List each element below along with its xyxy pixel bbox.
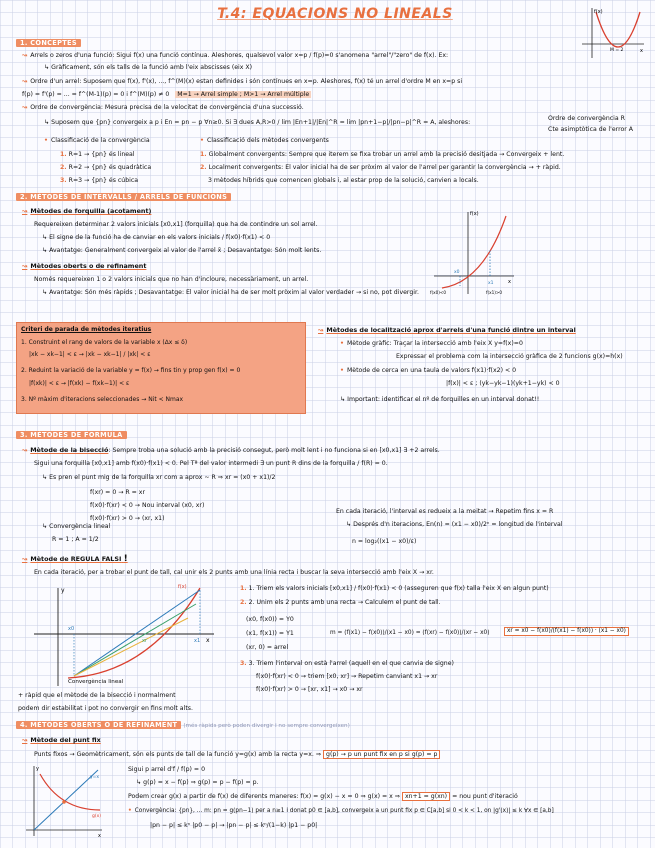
x1-label: x1 <box>194 638 201 644</box>
c2-r3: ↳ Important: identificar el nº de forquilles en un interval donat!! <box>340 396 540 403</box>
function-curve <box>442 216 506 288</box>
c2-r1: • Mètode gràfic: Traçar la intersecció amb l'eix X y=f(x)=0 <box>340 340 523 347</box>
c3-s3-text: 3. Triem l'interval on està l'arrel (aquell en el que canvia de signe) <box>248 660 454 667</box>
c2-r2b: |f(x)| < ε ; (yk−yk−1)(yk+1−yk) < 0 <box>446 380 560 387</box>
x-label: x <box>98 833 101 839</box>
c3-r2: ↳ Després d'n iteracions, En(n) = (x1 − x0)/2ⁿ = longitud de l'interval <box>346 521 563 528</box>
c1-line4 <box>22 91 311 99</box>
yx-label: y=x <box>90 775 100 780</box>
panel-line1: 1. Construint el rang de valors de la variable x (∆x ≤ δ) <box>21 339 188 346</box>
c4-l4 <box>128 793 518 801</box>
c2-r1-text: Mètode gràfic: Traçar la intersecció amb l'eix X y=f(x)=0 <box>346 340 523 347</box>
iteration-box: xn+1 = g(xn) <box>402 792 450 801</box>
c1-quadratic-text: R=2 → {pn} és quadràtica <box>68 164 152 171</box>
graph-mult-label: M = 2 <box>610 48 624 53</box>
c3-h1: ↝ Mètode de la bisecció: Sempre troba una solució amb la precisió consegut, però molt lent i no funciona si en [x0,x1] ∃ +2 arrels. <box>22 446 440 454</box>
panel-line1b: |xk − xk−1| < ε → |xk − xk−1| / |xk| < ε <box>29 351 151 358</box>
c1-line2: ↳ Gràficament, són els talls de la funció amb l'eix abscisses (eix X) <box>44 64 253 71</box>
c2-l2: ↳ El signe de la funció ha de canviar en els valors inicials / f(x0)·f(x1) < 0 <box>42 234 271 241</box>
c1-order-note: Ordre de convergència R <box>548 115 625 122</box>
secant-2 <box>74 604 196 676</box>
stop-criteria-panel <box>16 322 306 414</box>
secant-1 <box>74 590 200 676</box>
section-2-header: 2. MÈTODES DE INTERVALLS / ARRELS DE FUNCIONS <box>16 193 231 201</box>
c1-line3-text: Ordre d'un arrel: Suposem que f(x), f'(x), ..., f^(M)(x) estan definides i són contínues en x=p. Aleshores, f(x) té un arrel d'ordre M en x=p si <box>30 78 463 85</box>
c3-n2: podem dir estabilitat i pot no convergir en fins molt alts. <box>18 705 193 712</box>
c3-slope: m = (f(x1) − f(x0))/(x1 − x0) = (f(xr) − f(x0))/(xr − x0) <box>330 630 490 636</box>
c3-h2-text: Mètode de REGULA FALSI <box>30 555 122 563</box>
c4-l5: • Convergència: {pn}, ... m: pn = g(pn−1) per a n≥1 i donat p0 ∈ [a,b], convergeix a un punt fix p ∈ C[a,b] si 0 < k < 1, on |g'(x)| ≤ k ∀x ∈ [a,b] <box>128 808 554 814</box>
c4-l3: ↳ g(p) = x − f(p) ⇒ g(p) = p − f(p) = p. <box>136 779 259 786</box>
c1-global-text: Globalment convergents: Sempre que iterem se fixa trobar un arrel amb la precisió desitjada → Convergeix + lent. <box>208 151 565 158</box>
fx0-label: f(x0)<0 <box>430 290 447 295</box>
section-4-header: 4. MÈTODES OBERTS O DE REFINAMENT <box>16 721 181 729</box>
secant-3 <box>74 618 188 676</box>
fx-label: f(x) <box>470 211 479 217</box>
fixed-point-marker <box>62 800 66 804</box>
c3-s1-text: 1. Triem els valors inicials [x0,x1] / f(x0)·f(x1) < 0 (asseguren que f(x) talla l'eix X en algun punt) <box>248 585 549 592</box>
fx1-label: f(x1)>0 <box>486 290 503 295</box>
c4-l2: Sigui p arrel d'f / f(p) = 0 <box>128 766 206 773</box>
c2-l1: Requereixen determinar 2 valors inicials [x0,x1] (forquilla) que ha de contindre un sol arrel. <box>34 221 318 228</box>
c1-line5: ↝ Ordre de convergència: Mesura precisa de la velocitat de convergència d'una successió. <box>22 104 304 111</box>
c3-l8: En cada iteració, per a trobar el punt de tall, cal unir els 2 punts amb una línia recta i buscar la seva intersecció amb l'eix X → xr. <box>34 569 434 576</box>
c3-h1-desc: : Sempre troba una solució amb la precisió consegut, però molt lent i no funciona si en [x0,x1] ∃ +2 arrels. <box>108 447 440 454</box>
section-3-header: 3. MÈTODES DE FORMULA <box>16 431 127 439</box>
root-example-graph <box>578 4 648 68</box>
x-label: x <box>206 637 210 644</box>
c3-sys3: (xr, 0) = arrel <box>246 644 289 651</box>
panel-line2: 2. Reduint la variació de la variable y = f(x) → fins tin y prop gen f(x) = 0 <box>21 367 241 374</box>
c3-s2: 2. 2. Unim els 2 punts amb una recta → Calculem el punt de tall. <box>240 599 441 606</box>
x1-label: x1 <box>488 281 494 286</box>
c1-line3: ↝ Ordre d'un arrel: Suposem que f(x), f'(x), ..., f^(M)(x) estan definides i són contínues en x=p. Aleshores, f(x) té un arrel d'ordre M en x=p si <box>22 78 463 85</box>
fx-curve-label: f(x) <box>178 584 187 590</box>
graph-fx-label: f(x) <box>594 9 603 15</box>
c3-gconv: Convergència lineal <box>68 679 124 685</box>
multiplicity-box: M=1 → Arrel simple ; M>1 → Arrel múltiple <box>177 91 310 98</box>
c3-l7: R = 1 ; A = 1/2 <box>52 536 99 543</box>
c1-line1-text: Arrels o zeros d'una funció: Sigui f(x) una funció contínua. Aleshores, qualsevol valor x=p / f(p)=0 s'anomena "arrel"/"zero" de f(x). Ex: <box>30 52 449 59</box>
section-1-header: 1. CONCEPTES <box>16 39 81 47</box>
c1-cubic: 3. R=3 → {pn} és cúbica <box>60 177 139 184</box>
c1-hybrid: 3 mètodes híbrids que comencen globals i, al estar prop de la solució, canvien a locals. <box>208 177 479 184</box>
c4-l4-tail: = nou punt d'iteració <box>452 793 518 800</box>
c3-n1: + ràpid que el mètode de la bisecció i normalment <box>18 692 176 699</box>
c3-s1: 1. 1. Triem els valors inicials [x0,x1] / f(x0)·f(x1) < 0 (asseguren que f(x) talla l'eix X en algun punt) <box>240 585 549 592</box>
c2-h1-text: Mètodes de forquilla (acotament) <box>30 207 152 215</box>
c1-class-title-text: Classificació de la convergència <box>50 137 150 144</box>
c1-cubic-text: R=3 → {pn} és cúbica <box>68 177 139 184</box>
c3-l1: Sigui una forquilla [x0,x1] amb f(x0)·f(x1) < 0. Pel Tª del valor intermedi ∃ un punt R dins de la forquilla / f(R) = 0. <box>34 460 388 467</box>
c4-h1-text: Mètode del punt fix <box>30 736 101 744</box>
c2-l3: ↳ Avantatge: Generalment convergeix al valor de l'arrel x̄ ; Desavantatge: Són molt lents. <box>42 247 322 254</box>
c1-line1: ↝ Arrels o zeros d'una funció: Sigui f(x) una funció contínua. Aleshores, qualsevol valor x=p / f(p)=0 s'anomena "arrel"/"zero" de f(x). Ex: <box>22 52 449 59</box>
c1-linear: 1. R=1 → {pn} és lineal <box>60 151 135 158</box>
c4-h1: ↝ Mètode del punt fix <box>22 736 101 744</box>
c3-h2: ↝ Mètode de REGULA FALSI ! <box>22 554 128 564</box>
c2-h2: ↝ Mètodes oberts o de refinament <box>22 262 147 270</box>
c3-sys2: (x1, f(x1)) = Y1 <box>246 630 294 637</box>
fixed-point-box: g(p) → p un punt fix en p si g(p) = p <box>323 750 440 759</box>
graph-x-label: x <box>640 48 643 54</box>
c3-sys1: (x0, f(x0)) = Y0 <box>246 616 294 623</box>
c1-methods-title: • Classificació dels mètodes convergents <box>200 137 329 144</box>
panel-line2b: |f(xk)| < ε → |f(xk) − f(xk−1)| < ε <box>29 380 130 387</box>
page-title: T.4: EQUACIONS NO LINEALS <box>217 6 453 22</box>
c4-l5-text: Convergència: {pn}, ... m: pn = g(pn−1) per a n≥1 i donat p0 ∈ [a,b], convergeix a un punt fix p ∈ C[a,b] si 0 < k < 1, on |g'(x)| ≤ k ∀x ∈ [a,b] <box>134 808 554 814</box>
c2-r1b: Expressar el problema com la intersecció gràfica de 2 funcions g(x)=h(x) <box>396 353 623 360</box>
regula-falsi-graph <box>28 582 218 692</box>
c3-l6: ↳ Convergència lineal <box>42 523 111 530</box>
c3-s3: 3. 3. Triem l'interval on està l'arrel (aquell en el que canvia de signe) <box>240 660 454 667</box>
function-curve <box>68 588 200 678</box>
c4-l6: |pn − p| ≤ kⁿ |p0 − p| → |pn − p| ≤ kⁿ/(1−k) |p1 − p0| <box>150 822 318 829</box>
regula-falsi-formula: xr = x0 − f(x0)/(f(x1) − f(x0)) · (x1 − x0) <box>504 627 629 636</box>
c3-l4: f(x0)·f(xr) < 0 → Nou interval (x0, xr) <box>90 502 205 509</box>
x0-label: x0 <box>68 626 75 632</box>
c4-l4-text: Podem crear g(x) a partir de f(x) de diferents maneres: f(x) = g(x) − x = 0 ⇒ g(x) = x ⇒ <box>128 793 400 800</box>
c3-l2: ↳ Es pren el punt mig de la forquilla xr com a aprox ~ R ⇒ xr = (x0 + x1)/2 <box>42 474 276 481</box>
fixed-point-graph <box>20 762 106 840</box>
c1-quadratic: 2. R=2 → {pn} és quadràtica <box>60 164 152 171</box>
panel-title: Criteri de parada de mètodes iteratius <box>21 326 152 333</box>
c2-l4: Només requereixen 1 o 2 valors inicials que no han d'incloure, necessàriament, un arrel. <box>34 276 309 283</box>
c4-l1-text: Punts fixos → Geomètricament, són els punts de tall de la funció y=g(x) amb la recta y=x. ⇒ <box>34 751 322 758</box>
c1-global: 1. Globalment convergents: Sempre que iterem se fixa trobar un arrel amb la precisió desitjada → Convergeix + lent. <box>200 151 565 158</box>
section-4-note: (més ràpids però poden divergir i no sempre convergeixen) <box>183 723 350 729</box>
c3-s2-text: 2. Unim els 2 punts amb una recta → Calculem el punt de tall. <box>248 599 441 606</box>
c1-line6: ↳ Suposem que {pn} convergeix a p i En = pn − p ∀n≥0. Si ∃ dues A,R>0 / lim |En+1|/|En|^R = lim |pn+1−p|/|pn−p|^R = A, aleshores: <box>44 119 471 126</box>
section-4-row <box>16 721 350 730</box>
c1-local-text: Localment convergents: El valor inicial ha de ser pròxim al valor de l'arrel per garantir la convergència → + ràpid. <box>208 164 561 171</box>
c3-s3a: f(x0)·f(xr) < 0 → triem [x0, xr] → Repetim canviant x1 → xr <box>256 673 438 680</box>
c3-r3: n = log₂((x1 − x0)/ε) <box>352 538 417 545</box>
gx-label: g(x) <box>92 814 102 819</box>
bracket-graph <box>428 206 518 298</box>
c1-local: 2. Localment convergents: El valor inicial ha de ser pròxim al valor de l'arrel per garantir la convergència → + ràpid. <box>200 164 561 171</box>
c3-l5: f(x0)·f(xr) > 0 → (xr, x1) <box>90 515 165 522</box>
c2-r2: • Mètode de cerca en una taula de valors f(x1)·f(x2) < 0 <box>340 367 517 374</box>
c2-l5: ↳ Avantatge: Són més ràpids ; Desavantatge: El valor inicial ha de ser molt pròxim al valor verdader → si no, pot divergir. <box>42 289 419 296</box>
c2-h2-text: Mètodes oberts o de refinament <box>30 262 147 270</box>
x0-label: x0 <box>454 270 460 275</box>
xr-label: xr <box>142 638 148 644</box>
c4-l1 <box>34 751 440 759</box>
x-label: x <box>508 279 511 285</box>
y-label: y <box>61 587 65 594</box>
c2-h1: ↝ Mètodes de forquilla (acotament) <box>22 207 152 215</box>
c1-linear-text: R=1 → {pn} és lineal <box>68 151 135 158</box>
c3-h1-text: Mètode de la bisecció <box>30 446 109 454</box>
c1-methods-title-text: Classificació dels mètodes convergents <box>206 137 329 144</box>
y-label: y <box>36 766 39 772</box>
c1-line5-text: Ordre de convergència: Mesura precisa de la velocitat de convergència d'una successió. <box>30 104 304 111</box>
panel-line3: 3. Nº màxim d'iteracions seleccionades → Nit < Nmax <box>21 396 184 403</box>
c2-right-h-text: Mètodes de localització aprox d'arrels d'una funció dintre un interval <box>326 326 576 334</box>
parabola-curve <box>596 12 640 47</box>
c3-l3: f(xr) = 0 → R = xr <box>90 489 146 496</box>
c1-const-note: Cte asimptòtica de l'error A <box>548 126 634 133</box>
c2-r2-text: Mètode de cerca en una taula de valors f(x1)·f(x2) < 0 <box>346 367 517 374</box>
c3-s3b: f(x0)·f(xr) > 0 → [xr, x1] → x0 → xr <box>256 686 363 693</box>
c1-line4-text: f(p) = f'(p) = ... = f^(M-1)(p) = 0 i f^(M)(p) ≠ 0 <box>22 91 170 98</box>
c1-class-title: • Classificació de la convergència <box>44 137 150 144</box>
c2-right-h: ↝ Mètodes de localització aprox d'arrels d'una funció dintre un interval <box>318 326 576 334</box>
c3-r1: En cada iteració, l'interval es redueix a la meitat → Repetim fins x = R <box>336 508 554 515</box>
